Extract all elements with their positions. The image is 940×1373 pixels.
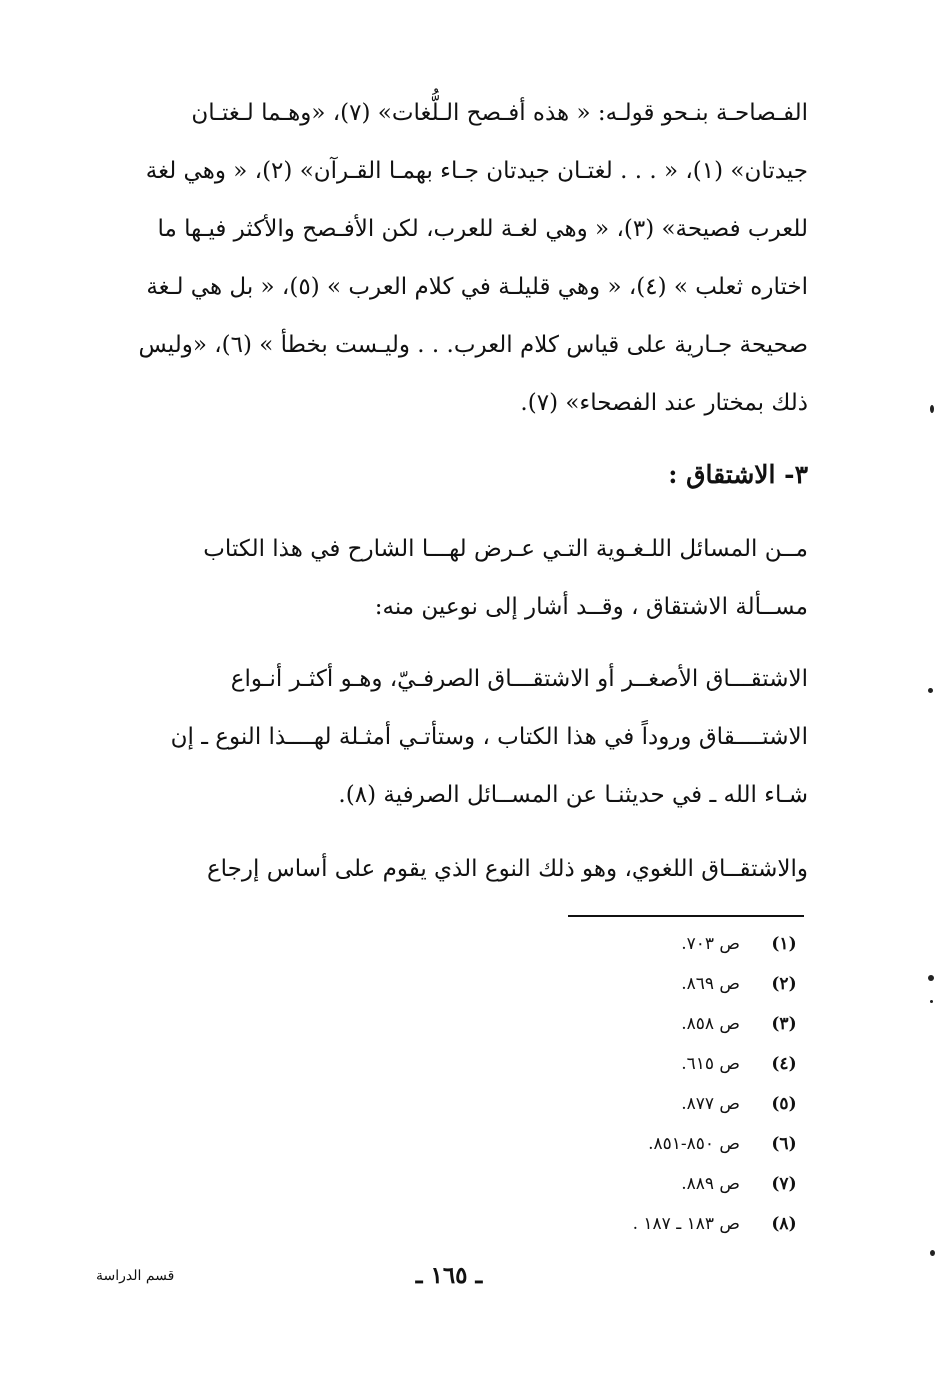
footnote-text: ص ٨٦٩. bbox=[681, 974, 740, 994]
running-footer-label: قسم الدراسة bbox=[96, 1268, 175, 1284]
footnote-number: (٨) bbox=[771, 1214, 797, 1234]
footnote-number: (٣) bbox=[771, 1014, 797, 1034]
footnote-item bbox=[633, 1204, 808, 1244]
scan-speck bbox=[928, 688, 933, 693]
footnote-number: (١) bbox=[771, 934, 797, 954]
footnote-item bbox=[633, 1084, 808, 1124]
scan-speck bbox=[930, 1000, 933, 1003]
footnote-number: (٤) bbox=[771, 1054, 797, 1074]
text-line: مــن المسائل اللـغـوية التـي عـرض لهـــا الشارح في هذا الكتاب bbox=[203, 536, 808, 562]
footnote-number: (٥) bbox=[771, 1094, 797, 1114]
footnote-text: ص ١٨٣ ـ ١٨٧ . bbox=[632, 1214, 740, 1234]
footnote-number: (٧) bbox=[771, 1174, 797, 1194]
text-line: مســألة الاشتقاق ، وقــد أشار إلى نوعين منه: bbox=[374, 594, 808, 620]
scan-speck bbox=[928, 975, 934, 981]
footnote-text: ص ٨٥٨. bbox=[681, 1014, 740, 1034]
footnote-text: ص ٨٥٠-٨٥١. bbox=[648, 1134, 740, 1154]
footnote-item bbox=[633, 1044, 808, 1084]
text-line: الاشتــــقاق وروداً في هذا الكتاب ، وستأتـي أمثـلة لهــــذا النوع ـ إن bbox=[170, 724, 808, 750]
text-line: الاشتقـــاق الأصغــر أو الاشتقـــاق الصرفـيّ، وهـو أكثـر أنـواع bbox=[230, 666, 808, 692]
text-line: اختاره ثعلب » (٤)، « وهي قليلـة في كلام العرب » (٥)، « بل هي لـغة bbox=[146, 274, 808, 300]
text-line: شـاء الله ـ في حديثنـا عن المســائل الصرفية (٨). bbox=[338, 782, 808, 808]
footnote-item bbox=[633, 964, 808, 1004]
text-line: جيدتان» (١)، « . . . لغتـان جيدتان جـاء بهمـا القـرآن» (٢)، « وهي لغة bbox=[145, 158, 808, 184]
text-line: الفـصاحـة بنـحو قولـه: « هذه أفـصح الـلُّغات» (٧)، «وهـما لـغتـان bbox=[191, 100, 808, 126]
footnote-text: ص ٦١٥. bbox=[681, 1054, 740, 1074]
paragraph-linguistic-derivation bbox=[96, 840, 808, 898]
footnote-text: ص ٨٨٩. bbox=[681, 1174, 740, 1194]
paragraph-intro bbox=[96, 520, 808, 636]
footnote-item bbox=[633, 1164, 808, 1204]
footnote-number: (٦) bbox=[771, 1134, 797, 1154]
footnote-text: ص ٨٧٧. bbox=[681, 1094, 740, 1114]
section-heading: ٣- الاشتقاق : bbox=[668, 460, 808, 489]
page-number: ـ ١٦٥ ـ bbox=[415, 1262, 483, 1289]
scan-speck bbox=[930, 1250, 935, 1256]
footnote-item bbox=[633, 924, 808, 964]
paragraph-morphological-derivation bbox=[96, 650, 808, 824]
text-line: ذلك بمختار عند الفصحاء» (٧). bbox=[520, 390, 808, 416]
text-line: للعرب فصيحة» (٣)، « وهي لغـة للعرب، لكن الأفـصح والأكثر فيـها ما bbox=[157, 216, 808, 242]
footnote-text: ص ٧٠٣. bbox=[681, 934, 740, 954]
text-line: والاشتقــاق اللغوي، وهو ذلك النوع الذي يقوم على أساس إرجاع bbox=[206, 856, 808, 882]
footnote-divider bbox=[568, 915, 804, 917]
footnote-item bbox=[633, 1004, 808, 1044]
scan-speck bbox=[930, 405, 934, 413]
footnote-item bbox=[633, 1124, 808, 1164]
footnote-number: (٢) bbox=[771, 974, 797, 994]
text-line: صحيحة جـارية على قياس كلام العرب. . . وليـست بخطأ » (٦)، «وليس bbox=[138, 332, 808, 358]
paragraph-fasaha bbox=[96, 84, 808, 432]
footnotes-list bbox=[633, 924, 808, 1244]
